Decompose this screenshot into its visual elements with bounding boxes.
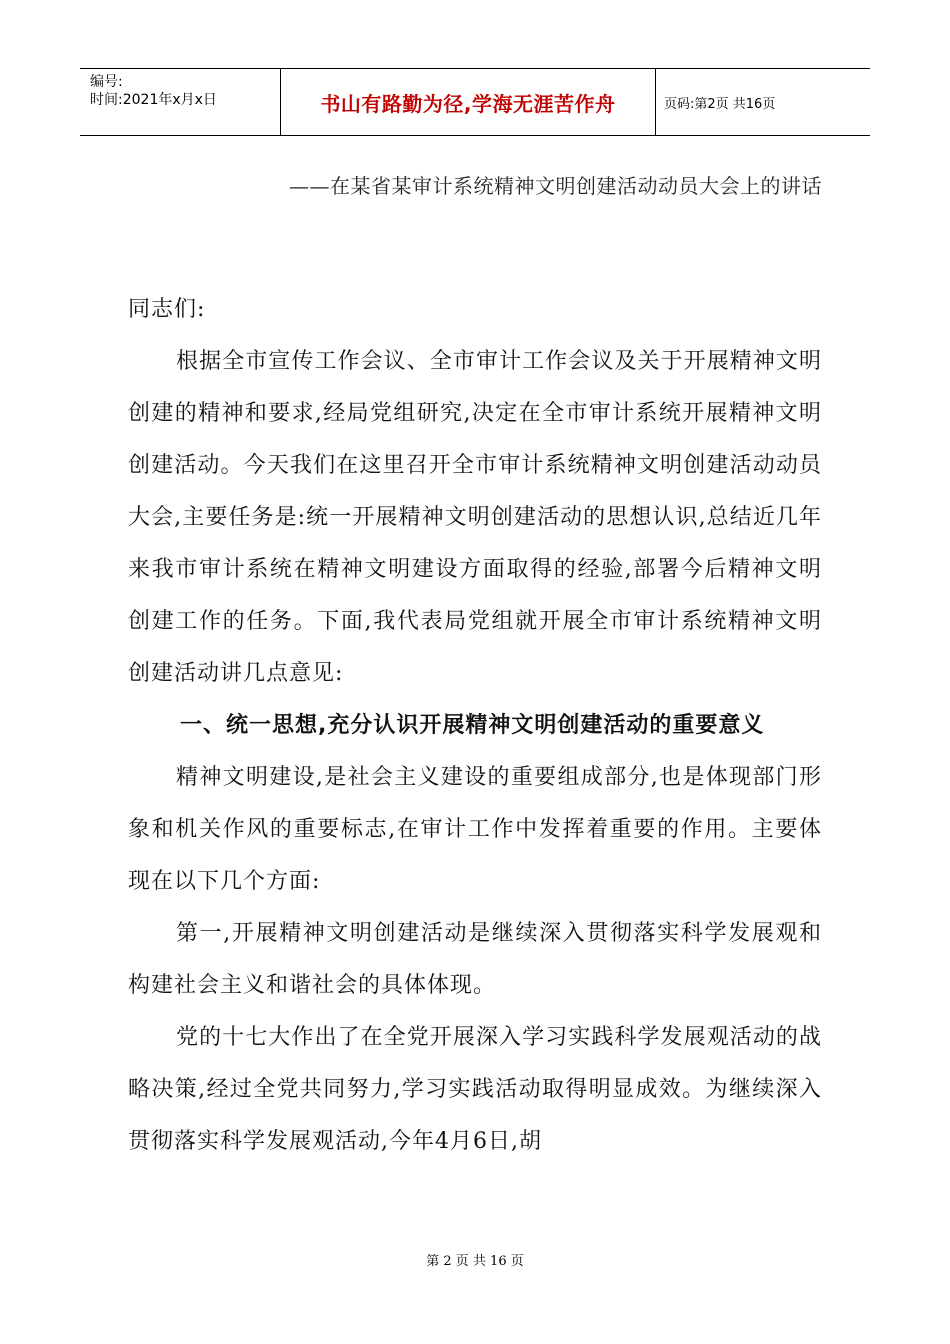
time-label: 时间:2021年x月x日	[90, 92, 217, 108]
paragraph: 第一,开展精神文明创建活动是继续深入贯彻落实科学发展观和构建社会主义和谐社会的具体体现。	[128, 921, 822, 998]
number-label: 编号:	[90, 74, 123, 90]
document-body	[128, 284, 822, 1168]
header-motto: 书山有路勤为径,学海无涯苦作舟	[280, 69, 656, 135]
paragraph: 党的十七大作出了在全党开展深入学习实践科学发展观活动的战略决策,经过全党共同努力,学习实践活动取得明显成效。为继续深入贯彻落实科学发展观活动,今年4月6日,胡	[128, 1025, 822, 1154]
salutation: 同志们:	[128, 297, 206, 322]
section-heading: 一、统一思想,充分认识开展精神文明创建活动的重要意义	[180, 713, 765, 738]
document-header	[80, 68, 870, 136]
header-page-label: 页码:第2页 共16页	[664, 96, 776, 112]
paragraph: 精神文明建设,是社会主义建设的重要组成部分,也是体现部门形象和机关作风的重要标志,在审计工作中发挥着重要的作用。主要体现在以下几个方面:	[128, 765, 822, 894]
header-meta	[80, 69, 280, 135]
page-footer: 第 2 页 共 16 页	[426, 1254, 524, 1269]
speech-subtitle: ——在某省某审计系统精神文明创建活动动员大会上的讲话	[289, 174, 822, 198]
paragraph: 根据全市宣传工作会议、全市审计工作会议及关于开展精神文明创建的精神和要求,经局党组研究,决定在全市审计系统开展精神文明创建活动。今天我们在这里召开全市审计系统精神文明创建活动动员大会,主要任务是:统一开展精神文明创建活动的思想认识,总结近几年来我市审计系统在精神文明建设方面取得的经验,部署今后精神文明创建工作的任务。下面,我代表局党组就开展全市审计系统精神文明创建活动讲几点意见:	[128, 349, 822, 686]
